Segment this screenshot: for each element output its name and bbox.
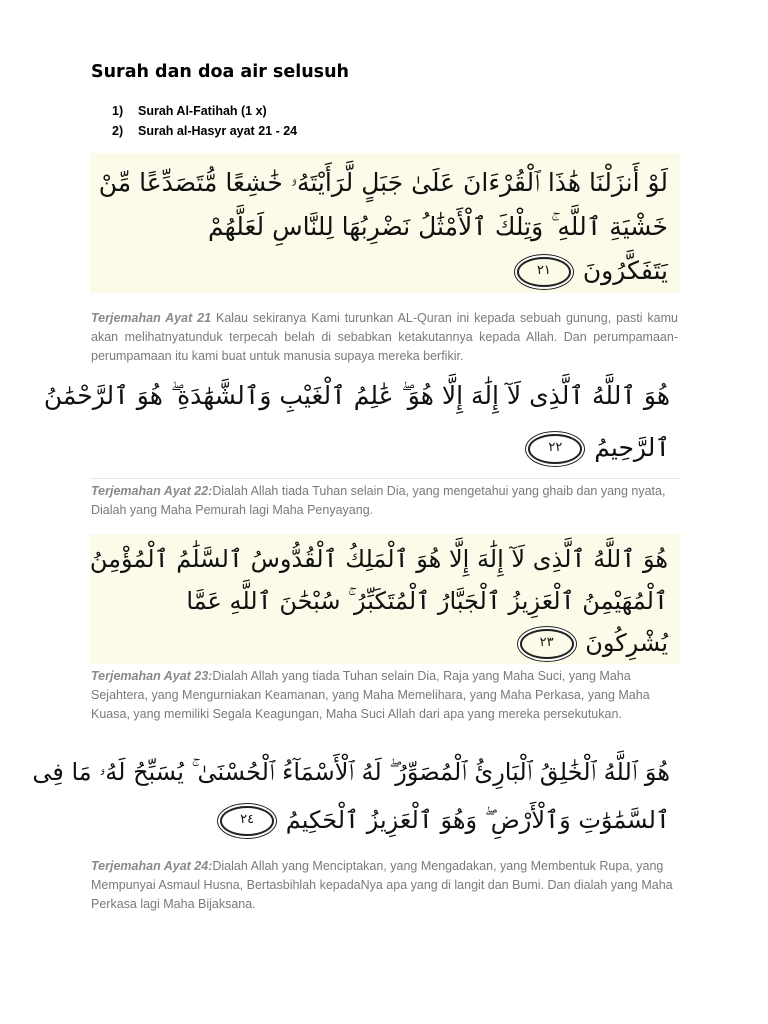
surah-list xyxy=(112,101,297,141)
arabic-verse-22 xyxy=(43,370,680,474)
translation-ayat-21 xyxy=(91,309,678,366)
translation-text: Dialah Allah yang Menciptakan, yang Mengadakan, yang Membentuk Rupa, yang Mempunyai Asmaul Husna, Bertasbihlah kepadaNya apa yang di langit dan Bumi. Dan dialah yang Maha Perkasa lagi Maha Bijaksana. xyxy=(91,859,673,911)
arabic-line: لَوْ أَنزَلْنَا هَٰذَا ٱلْقُرْءَانَ عَلَىٰ جَبَلٍ لَّرَأَيْتَهُۥ خَٰشِعًا مُّتَصَدِّعًا مِّنْ xyxy=(98,168,668,197)
list-item-text: Surah Al-Fatihah (1 x) xyxy=(138,104,267,118)
arabic-line: خَشْيَةِ ٱللَّهِ ۚ وَتِلْكَ ٱلْأَمْثَٰلُ نَضْرِبُهَا لِلنَّاسِ لَعَلَّهُمْ xyxy=(208,212,668,241)
translation-text: Kalau sekiranya Kami turunkan AL-Quran ini kepada sebuah gunung, pasti kamu akan melihatnyatunduk terpecah belah di sebabkan ketakutannya kepada Allah. Dan perumpamaan-perumpamaan itu kami buat untuk manusia supaya mereka berfikir. xyxy=(91,311,678,363)
list-item-number: 2) xyxy=(112,124,124,138)
arabic-line-text: يُشْرِكُونَ xyxy=(585,629,668,657)
translation-text: Dialah Allah yang tiada Tuhan selain Dia, Raja yang Maha Suci, yang Maha Sejahtera, yang Mengurniakan Keamanan, yang Maha Memelihara, yang Maha Perkasa, yang Maha Kuasa, yang memiliki Segala Keagungan, Maha Suci Allah dari apa yang mereka persekutukan. xyxy=(91,669,650,721)
translation-label: Terjemahan Ayat 21 xyxy=(91,311,212,325)
ayah-number-marker: ٢٤ xyxy=(220,806,274,836)
list-item-text: Surah al-Hasyr ayat 21 - 24 xyxy=(138,124,298,138)
arabic-line: هُوَ ٱللَّهُ ٱلَّذِى لَآ إِلَٰهَ إِلَّا هُوَ ۖ عَٰلِمُ ٱلْغَيْبِ وَٱلشَّهَٰدَةِ ۖ هُوَ ٱلرَّحْمَٰنُ xyxy=(43,381,670,410)
arabic-line-last xyxy=(102,622,668,664)
translation-label: Terjemahan Ayat 23: xyxy=(91,669,213,683)
ayah-number-marker: ٢١ xyxy=(517,257,571,287)
ayah-number-marker: ٢٢ xyxy=(528,434,582,464)
translation-text: Dialah Allah tiada Tuhan selain Dia, yang mengetahui yang ghaib dan yang nyata, Dialah yang Maha Pemurah lagi Maha Penyayang. xyxy=(91,484,666,517)
arabic-verse-24 xyxy=(32,748,680,844)
ayah-number-marker: ٢٣ xyxy=(520,629,574,659)
separator-line xyxy=(91,478,680,479)
arabic-line-last xyxy=(102,249,668,293)
translation-ayat-24 xyxy=(91,857,678,914)
arabic-line-last xyxy=(102,796,670,844)
arabic-verse-21 xyxy=(90,153,680,293)
list-item xyxy=(112,121,297,141)
list-item xyxy=(112,101,297,121)
arabic-line-text: ٱلرَّحِيمُ xyxy=(594,433,670,462)
arabic-line: ٱلْمُهَيْمِنُ ٱلْعَزِيزُ ٱلْجَبَّارُ ٱلْمُتَكَبِّرُ ۚ سُبْحَٰنَ ٱللَّهِ عَمَّا xyxy=(186,587,668,615)
arabic-line-text: ٱلسَّمَٰوَٰتِ وَٱلْأَرْضِ ۖ وَهُوَ ٱلْعَزِيزُ ٱلْحَكِيمُ xyxy=(285,806,670,834)
arabic-line: هُوَ ٱللَّهُ ٱلْخَٰلِقُ ٱلْبَارِئُ ٱلْمُصَوِّرُ ۖ لَهُ ٱلْأَسْمَآءُ ٱلْحُسْنَىٰ ۚ يُسَبِّحُ لَهُۥ مَا فِى xyxy=(32,758,670,786)
arabic-line-last xyxy=(102,422,670,474)
translation-ayat-23 xyxy=(91,667,678,724)
translation-label: Terjemahan Ayat 22: xyxy=(91,484,213,498)
arabic-line-text: يَتَفَكَّرُونَ xyxy=(582,256,668,285)
translation-label: Terjemahan Ayat 24: xyxy=(91,859,213,873)
arabic-verse-23 xyxy=(90,534,680,664)
arabic-line: هُوَ ٱللَّهُ ٱلَّذِى لَآ إِلَٰهَ إِلَّا هُوَ ٱلْمَلِكُ ٱلْقُدُّوسُ ٱلسَّلَٰمُ ٱلْمُؤْمِنُ xyxy=(89,545,668,573)
page-title: Surah dan doa air selusuh xyxy=(91,62,349,82)
translation-ayat-22 xyxy=(91,482,678,520)
list-item-number: 1) xyxy=(112,104,124,118)
